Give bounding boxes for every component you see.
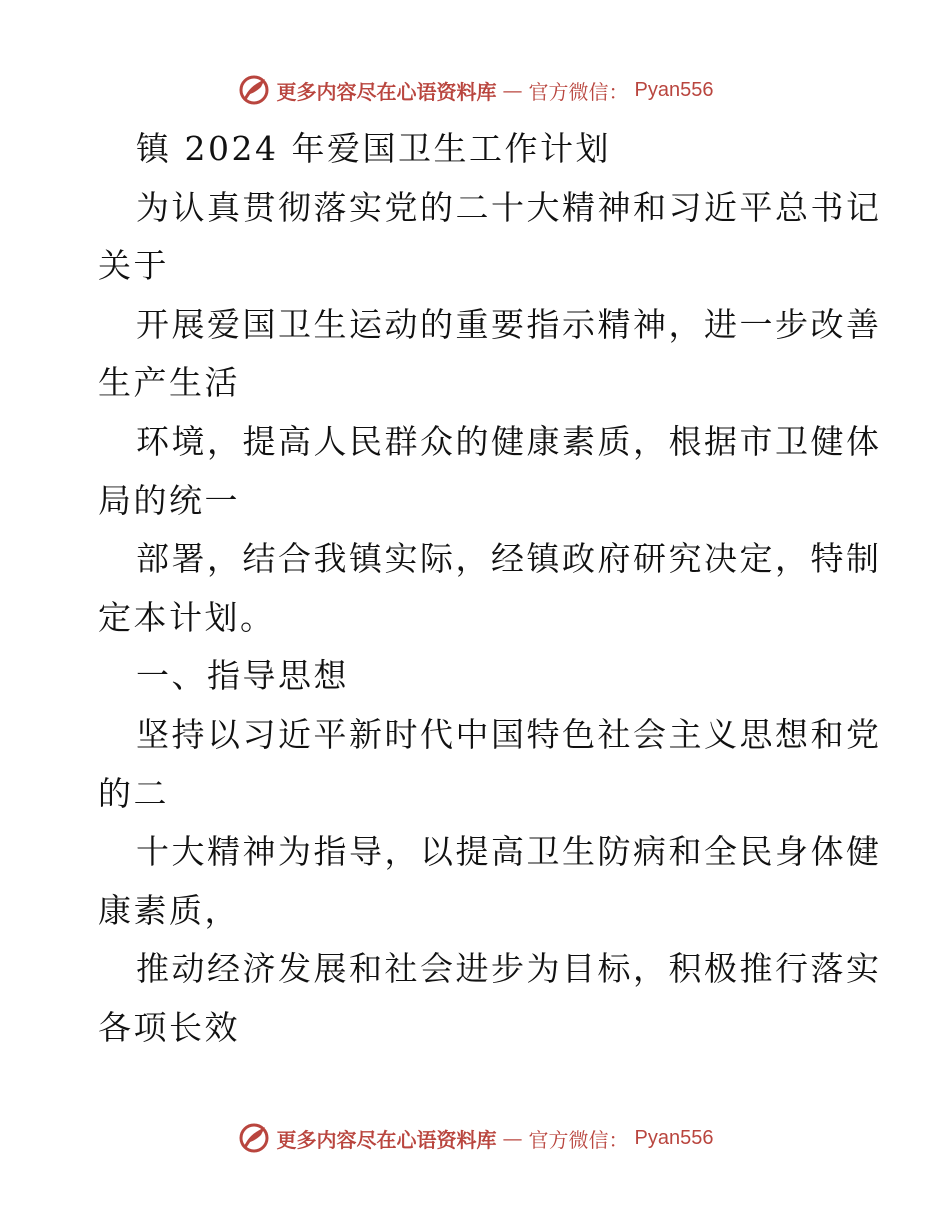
document-line: 推动经济发展和社会进步为目标，积极推行落实 xyxy=(136,949,882,989)
banner-wechat-id: Pyan556 xyxy=(634,1126,714,1149)
document-line: 十大精神为指导，以提高卫生防病和全民身体健 xyxy=(136,832,882,872)
document-line: 关于 xyxy=(98,246,169,286)
banner-dash: — xyxy=(502,78,523,102)
document-line: 环境，提高人民群众的健康素质，根据市卫健体 xyxy=(136,421,882,461)
document-line: 各项长效 xyxy=(98,1007,240,1047)
document-line: 一、指导思想 xyxy=(136,656,349,696)
banner-wechat-id: Pyan556 xyxy=(634,78,714,101)
document-line: 部署，结合我镇实际，经镇政府研究决定，特制 xyxy=(136,539,882,579)
document-line: 坚持以习近平新时代中国特色社会主义思想和党 xyxy=(136,714,882,754)
banner-main-text: 更多内容尽在心语资料库 xyxy=(276,1127,497,1152)
document-line: 开展爱国卫生运动的重要指示精神，进一步改善 xyxy=(136,304,882,344)
banner-sub-text: 官方微信： xyxy=(528,1127,629,1152)
document-line: 镇 2024 年爱国卫生工作计划 xyxy=(136,129,611,168)
document-line: 的二 xyxy=(98,773,169,813)
banner-dash: — xyxy=(502,1126,523,1150)
document-line: 康素质， xyxy=(98,890,240,930)
document-line: 局的统一 xyxy=(98,480,240,520)
header-banner xyxy=(0,70,950,110)
banner-sub-text: 官方微信： xyxy=(528,79,629,104)
brush-logo-icon xyxy=(237,73,271,107)
document-line: 定本计划。 xyxy=(98,597,276,637)
brush-logo-icon xyxy=(237,1121,271,1155)
footer-banner xyxy=(0,1118,950,1158)
document-body xyxy=(98,120,882,1058)
banner-main-text: 更多内容尽在心语资料库 xyxy=(276,79,497,104)
document-line: 生产生活 xyxy=(98,363,240,403)
document-line: 为认真贯彻落实党的二十大精神和习近平总书记 xyxy=(136,187,882,227)
